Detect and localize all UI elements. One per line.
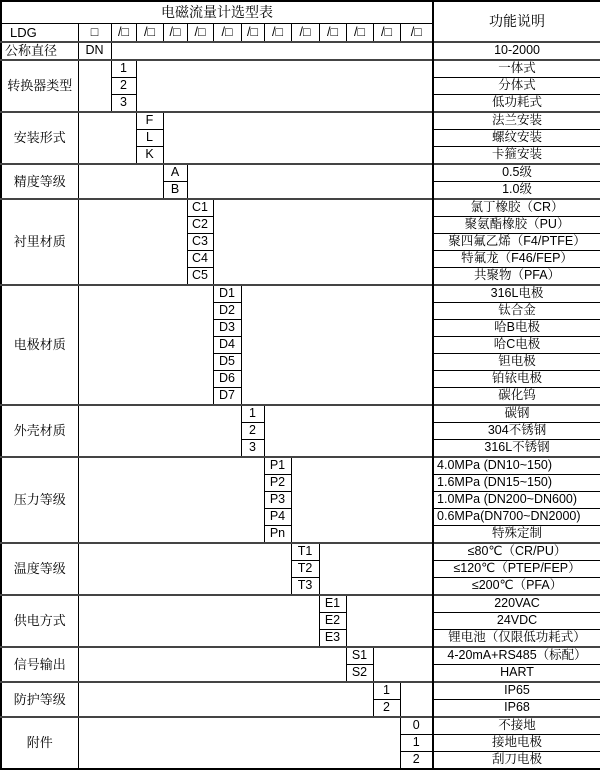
filler-cell	[291, 457, 433, 543]
filler-cell	[78, 457, 264, 543]
model-slot-cell: /□	[346, 24, 373, 43]
desc-cell: 聚四氟乙烯（F4/PTFE）	[433, 234, 600, 251]
desc-cell: 220VAC	[433, 595, 600, 613]
desc-cell: ≤80℃（CR/PU）	[433, 543, 600, 561]
selection-table-body	[1, 1, 600, 769]
code-cell: D1	[213, 285, 241, 303]
desc-cell: 304不锈钢	[433, 423, 600, 440]
desc-cell: 钛合金	[433, 303, 600, 320]
model-slot-cell: /□	[319, 24, 346, 43]
code-cell: T2	[291, 561, 319, 578]
model-slot-cell: /□	[213, 24, 241, 43]
code-cell: D4	[213, 337, 241, 354]
filler-cell	[78, 285, 213, 405]
model-slot-cell: /□	[291, 24, 319, 43]
code-cell: E1	[319, 595, 346, 613]
table-row	[1, 405, 600, 423]
code-cell: B	[163, 182, 187, 200]
code-cell: 3	[241, 440, 264, 458]
table-row	[1, 682, 600, 700]
model-prefix: LDG	[1, 24, 78, 43]
table-row	[1, 164, 600, 182]
table-row	[1, 285, 600, 303]
code-cell: 1	[241, 405, 264, 423]
desc-cell: 一体式	[433, 60, 600, 78]
code-cell: F	[136, 112, 163, 130]
desc-cell: 低功耗式	[433, 95, 600, 113]
desc-cell: IP65	[433, 682, 600, 700]
section-label: 公称直径	[1, 42, 78, 60]
desc-cell: 不接地	[433, 717, 600, 735]
filler-cell	[400, 682, 433, 717]
section-label: 供电方式	[1, 595, 78, 647]
model-box-cell: □	[78, 24, 111, 43]
code-cell: 3	[111, 95, 136, 113]
code-cell: K	[136, 147, 163, 165]
table-row	[1, 543, 600, 561]
desc-cell: 0.6MPa(DN700~DN2000)	[433, 509, 600, 526]
model-slot-cell: /□	[187, 24, 213, 43]
code-cell: C1	[187, 199, 213, 217]
section-label: 衬里材质	[1, 199, 78, 285]
desc-cell: 哈B电极	[433, 320, 600, 337]
code-cell: T1	[291, 543, 319, 561]
section-label: 精度等级	[1, 164, 78, 199]
desc-cell: 10-2000	[433, 42, 600, 60]
model-slot-cell: /□	[400, 24, 433, 43]
desc-cell: 螺纹安装	[433, 130, 600, 147]
code-cell: 0	[400, 717, 433, 735]
code-cell: Pn	[264, 526, 291, 544]
code-cell: A	[163, 164, 187, 182]
table-row	[1, 717, 600, 735]
filler-cell	[78, 717, 400, 769]
filler-cell	[78, 405, 241, 457]
section-label: 防护等级	[1, 682, 78, 717]
desc-cell: 316L不锈钢	[433, 440, 600, 458]
filler-cell	[78, 543, 291, 595]
desc-cell: 锂电池（仅限低功耗式）	[433, 630, 600, 648]
code-cell: 1	[400, 735, 433, 752]
code-cell: D3	[213, 320, 241, 337]
desc-cell: 316L电极	[433, 285, 600, 303]
filler-cell	[78, 199, 187, 285]
desc-cell: 氯丁橡胶（CR）	[433, 199, 600, 217]
model-slot-cell: /□	[241, 24, 264, 43]
desc-cell: HART	[433, 665, 600, 683]
code-cell: D2	[213, 303, 241, 320]
filler-cell	[213, 199, 433, 285]
desc-cell: 聚氨酯橡胶（PU）	[433, 217, 600, 234]
desc-cell: 1.0MPa (DN200~DN600)	[433, 492, 600, 509]
filler-cell	[346, 595, 433, 647]
filler-cell	[264, 405, 433, 457]
section-label: 温度等级	[1, 543, 78, 595]
code-cell: C4	[187, 251, 213, 268]
desc-cell: 碳钢	[433, 405, 600, 423]
code-cell: P2	[264, 475, 291, 492]
filler-cell	[78, 682, 373, 717]
desc-cell: 哈C电极	[433, 337, 600, 354]
code-cell: 1	[373, 682, 400, 700]
code-cell: P3	[264, 492, 291, 509]
desc-cell: 碳化钨	[433, 388, 600, 406]
model-slot-cell: /□	[163, 24, 187, 43]
desc-cell: 特殊定制	[433, 526, 600, 544]
table-row	[1, 1, 600, 24]
filler-cell	[78, 595, 319, 647]
code-cell: 1	[111, 60, 136, 78]
desc-cell: 4-20mA+RS485（标配）	[433, 647, 600, 665]
desc-cell: 钽电极	[433, 354, 600, 371]
table-row	[1, 457, 600, 475]
desc-cell: 卡箍安装	[433, 147, 600, 165]
desc-cell: 4.0MPa (DN10~150)	[433, 457, 600, 475]
table-row	[1, 60, 600, 78]
table-row	[1, 199, 600, 217]
code-cell: S2	[346, 665, 373, 683]
model-slot-cell: /□	[136, 24, 163, 43]
code-cell: C5	[187, 268, 213, 286]
filler-cell	[373, 647, 433, 682]
desc-cell: 接地电极	[433, 735, 600, 752]
model-slot-cell: /□	[264, 24, 291, 43]
desc-cell: IP68	[433, 700, 600, 718]
table-row	[1, 42, 600, 60]
model-slot-cell: /□	[373, 24, 400, 43]
desc-cell: 0.5级	[433, 164, 600, 182]
desc-cell: ≤200℃（PFA）	[433, 578, 600, 596]
filler-cell	[187, 164, 433, 199]
section-label: 信号输出	[1, 647, 78, 682]
code-cell: D7	[213, 388, 241, 406]
code-cell: D5	[213, 354, 241, 371]
model-slot-cell: /□	[111, 24, 136, 43]
filler-cell	[111, 42, 433, 60]
code-cell: P4	[264, 509, 291, 526]
desc-cell: 共聚物（PFA）	[433, 268, 600, 286]
code-cell: P1	[264, 457, 291, 475]
page-title: 电磁流量计选型表	[1, 1, 433, 24]
desc-cell: 法兰安装	[433, 112, 600, 130]
code-cell: S1	[346, 647, 373, 665]
desc-cell: 分体式	[433, 78, 600, 95]
desc-cell: 特氟龙（F46/FEP）	[433, 251, 600, 268]
desc-cell: 24VDC	[433, 613, 600, 630]
code-cell: 2	[373, 700, 400, 718]
code-cell: C3	[187, 234, 213, 251]
filler-cell	[241, 285, 433, 405]
table-row	[1, 112, 600, 130]
filler-cell	[136, 60, 433, 112]
section-label: 转换器类型	[1, 60, 78, 112]
section-label: 压力等级	[1, 457, 78, 543]
code-cell: T3	[291, 578, 319, 596]
section-label: 外壳材质	[1, 405, 78, 457]
filler-cell	[78, 647, 346, 682]
filler-cell	[163, 112, 433, 164]
filler-cell	[319, 543, 433, 595]
code-cell: C2	[187, 217, 213, 234]
code-cell: L	[136, 130, 163, 147]
desc-cell: 刮刀电极	[433, 752, 600, 770]
desc-cell: 1.0级	[433, 182, 600, 200]
code-cell: 2	[241, 423, 264, 440]
code-cell: 2	[111, 78, 136, 95]
desc-cell: 1.6MPa (DN15~150)	[433, 475, 600, 492]
function-column-header: 功能说明	[433, 1, 600, 42]
code-cell: D6	[213, 371, 241, 388]
code-cell: E3	[319, 630, 346, 648]
desc-cell: 铂铱电极	[433, 371, 600, 388]
filler-cell	[78, 60, 111, 112]
code-cell: DN	[78, 42, 111, 60]
section-label: 安装形式	[1, 112, 78, 164]
filler-cell	[78, 164, 163, 199]
table-row	[1, 595, 600, 613]
table-row	[1, 647, 600, 665]
section-label: 附件	[1, 717, 78, 769]
desc-cell: ≤120℃（PTEP/FEP）	[433, 561, 600, 578]
filler-cell	[78, 112, 136, 164]
code-cell: E2	[319, 613, 346, 630]
code-cell: 2	[400, 752, 433, 770]
section-label: 电极材质	[1, 285, 78, 405]
